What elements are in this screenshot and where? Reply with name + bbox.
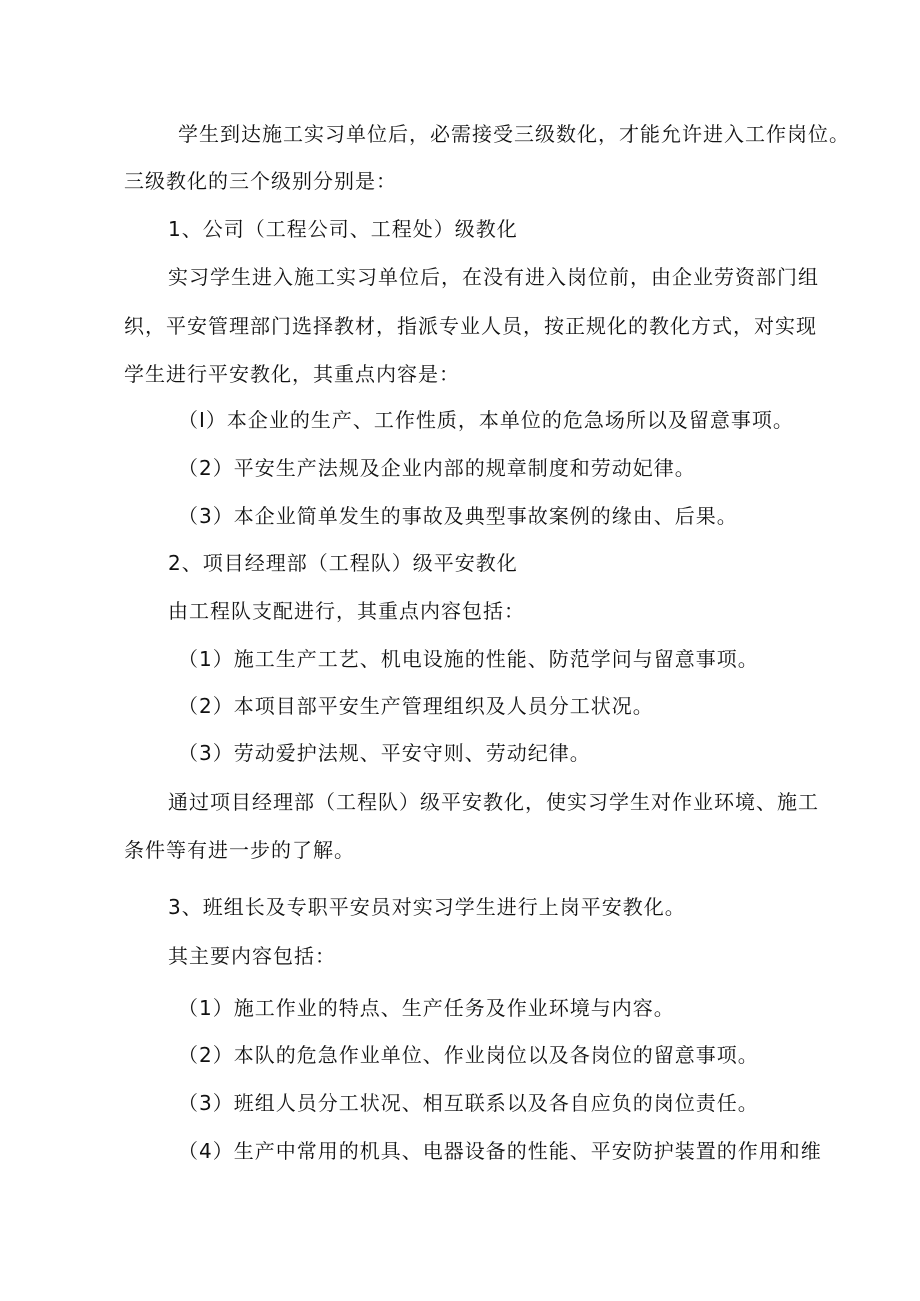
list-item-3-4: （4）生产中常用的机具、电器设备的性能、平安防护装置的作用和维 — [178, 1139, 822, 1163]
list-item-1-1: （I）本企业的生产、工作性质，本单位的危急场所以及留意事项。 — [178, 408, 794, 432]
paragraph-4-line-1: 其主要内容包括： — [168, 944, 336, 968]
section-heading-2: 2、项目经理部（工程队）级平安教化 — [168, 551, 518, 575]
paragraph-3-line-2: 条件等有进一步的了解。 — [124, 838, 355, 862]
paragraph-intro-line-1: 学生到达施工实习单位后，必需接受三级数化，才能允许进入工作岗位。 — [178, 122, 850, 146]
list-item-2-1: （1）施工生产工艺、机电设施的性能、防范学问与留意事项。 — [178, 647, 759, 671]
paragraph-intro-line-2: 三级教化的三个级别分别是： — [124, 169, 397, 193]
list-item-2-3: （3）劳动爱护法规、平安守则、劳动纪律。 — [178, 741, 591, 765]
paragraph-1-line-2: 织，平安管理部门选择教材，指派专业人员，按正规化的教化方式，对实现 — [124, 314, 817, 338]
paragraph-1-line-3: 学生进行平安教化，其重点内容是： — [124, 362, 460, 386]
list-item-2-2: （2）本项目部平安生产管理组织及人员分工状况。 — [178, 694, 654, 718]
paragraph-2-line-1: 由工程队支配进行，其重点内容包括： — [168, 599, 525, 623]
paragraph-1-line-1: 实习学生进入施工实习单位后，在没有进入岗位前，由企业劳资部门组 — [168, 265, 819, 289]
section-heading-3: 3、班组长及专职平安员对实习学生进行上岗平安教化。 — [168, 895, 686, 919]
paragraph-3-line-1: 通过项目经理部（工程队）级平安教化，使实习学生对作业环境、施工 — [168, 790, 819, 814]
list-item-3-1: （1）施工作业的特点、生产任务及作业环境与内容。 — [178, 996, 675, 1020]
list-item-1-2: （2）平安生产法规及企业内部的规章制度和劳动妃律。 — [178, 456, 696, 480]
list-item-3-3: （3）班组人员分工状况、相互联系以及各自应负的岗位责任。 — [178, 1091, 759, 1115]
list-item-3-2: （2）本队的危急作业单位、作业岗位以及各岗位的留意事项。 — [178, 1043, 759, 1067]
section-heading-1: 1、公司（工程公司、工程处）级教化 — [168, 217, 518, 241]
list-item-1-3: （3）本企业简单发生的事故及典型事故案例的缘由、后果。 — [178, 504, 738, 528]
